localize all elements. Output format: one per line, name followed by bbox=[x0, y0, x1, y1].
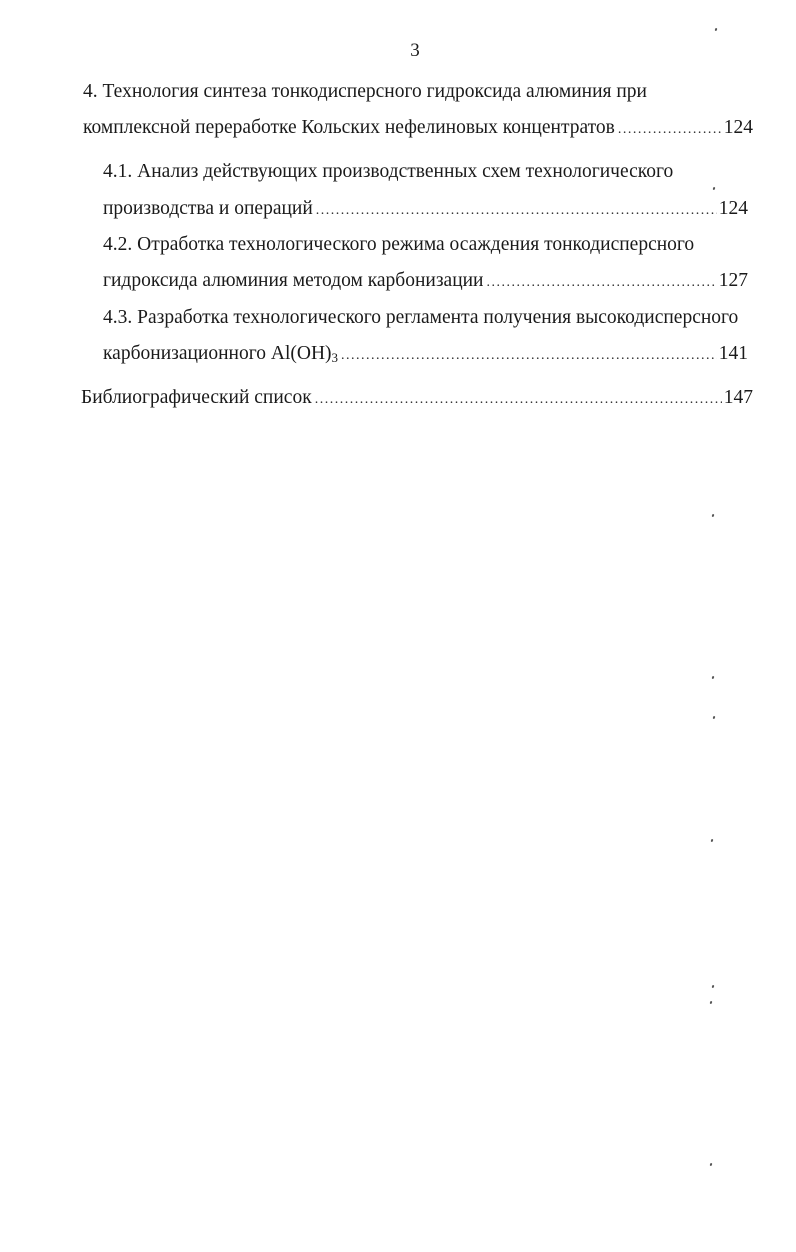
dot-leader bbox=[315, 388, 722, 412]
toc-section41-title-line2: производства и операций bbox=[103, 198, 313, 219]
toc-entry-section43[interactable] bbox=[103, 342, 748, 370]
scan-speck bbox=[713, 187, 716, 191]
scan-speck bbox=[715, 28, 718, 32]
toc-section43-subscript: 3 bbox=[331, 350, 339, 365]
toc-chapter4-page: 124 bbox=[723, 117, 753, 138]
toc-section43-title-line2 bbox=[103, 342, 338, 370]
toc-section41-title-line1: 4.1. Анализ действующих производственных схем технологического bbox=[103, 161, 674, 182]
toc-entry-section42[interactable] bbox=[103, 269, 748, 295]
toc-section42-page: 127 bbox=[718, 270, 748, 291]
toc-entry-chapter4[interactable] bbox=[83, 116, 753, 142]
page-number: 3 bbox=[410, 40, 420, 61]
toc-section43-title-line1: 4.3. Разработка технологического регламента получения высокодисперсного bbox=[103, 307, 739, 328]
toc-chapter4-title-line2: комплексной переработке Кольских нефелиновых концентратов bbox=[83, 117, 615, 138]
toc-section43-title-main: карбонизационного Al(OH) bbox=[103, 343, 332, 364]
scan-speck bbox=[711, 839, 714, 843]
scan-speck bbox=[713, 716, 716, 720]
dot-leader bbox=[341, 344, 717, 368]
scan-speck bbox=[710, 1163, 713, 1167]
toc-entry-bibliography[interactable] bbox=[81, 386, 753, 412]
toc-entry-section41[interactable] bbox=[103, 197, 748, 223]
toc-section42-title-line1: 4.2. Отработка технологического режима осаждения тонкодисперсного bbox=[103, 234, 695, 255]
scan-speck bbox=[712, 514, 715, 518]
dot-leader bbox=[618, 118, 722, 142]
toc-section41-page: 124 bbox=[718, 198, 748, 219]
toc-section43-page: 141 bbox=[718, 343, 748, 364]
dot-leader bbox=[316, 199, 717, 223]
scan-speck bbox=[712, 985, 715, 989]
toc-section42-title-line2: гидроксида алюминия методом карбонизации bbox=[103, 270, 484, 291]
toc-bibliography-title: Библиографический список bbox=[81, 387, 312, 408]
scan-speck bbox=[712, 676, 715, 680]
scan-speck bbox=[710, 1001, 713, 1005]
toc-bibliography-page: 147 bbox=[723, 387, 753, 408]
toc-chapter4-title-line1: 4. Технология синтеза тонкодисперсного гидроксида алюминия при bbox=[83, 81, 647, 102]
dot-leader bbox=[487, 271, 717, 295]
